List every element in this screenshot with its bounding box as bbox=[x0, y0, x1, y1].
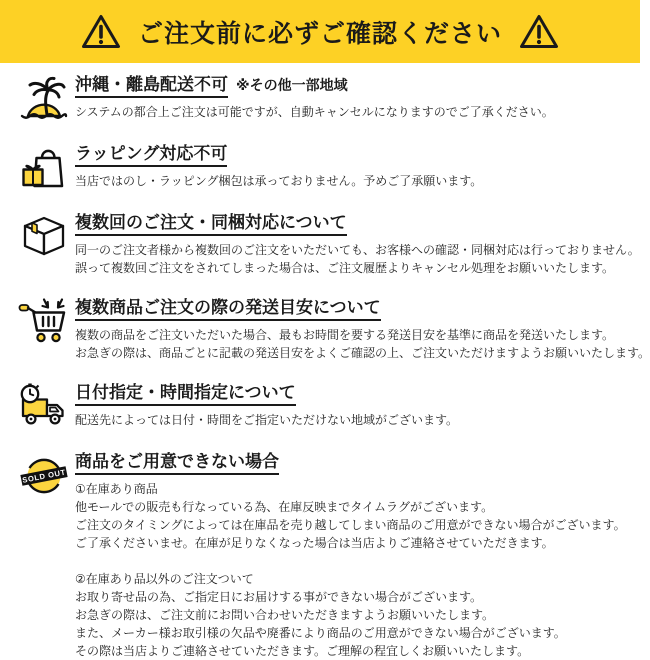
warning-triangle-icon bbox=[518, 13, 560, 51]
section-title: 沖縄・離島配送不可 bbox=[75, 74, 228, 98]
shopping-cart-icon bbox=[12, 297, 75, 362]
sold-out-label: SOLD OUT bbox=[21, 467, 67, 485]
gift-bag-icon bbox=[12, 143, 75, 192]
section-multiple-orders bbox=[12, 212, 640, 277]
section-date-time bbox=[12, 382, 634, 431]
section-title: 複数回のご注文・同梱対応について bbox=[75, 212, 347, 236]
section-title: 複数商品ご注文の際の発送目安について bbox=[75, 297, 381, 321]
section-shipping-estimate bbox=[12, 297, 650, 362]
section-body-line: システムの都合上ご注文は可能ですが、自動キャンセルになりますのでご了承ください。 bbox=[75, 105, 554, 119]
section-body-line: ①在庫あり商品 bbox=[75, 482, 158, 496]
section-okinawa-shipping bbox=[12, 74, 634, 123]
warning-banner bbox=[0, 0, 640, 63]
delivery-truck-clock-icon bbox=[12, 382, 75, 431]
section-body-line: お急ぎの際は、ご注文前にお問い合わせいただきますようお願いいたします。 bbox=[75, 608, 495, 622]
section-title: 日付指定・時間指定について bbox=[75, 382, 296, 406]
section-body-line: 当店ではのし・ラッピング梱包は承っておりません。予めご了承願います。 bbox=[75, 174, 483, 188]
island-palm-icon bbox=[12, 74, 75, 123]
section-title: ラッピング対応不可 bbox=[75, 143, 227, 167]
section-body-line: お取り寄せ品の為、ご指定日にお届けする事ができない場合がございます。 bbox=[75, 590, 483, 604]
section-body-line: お急ぎの際は、商品ごとに記載の発送目安をよくご確認の上、ご注文いただけますようお願いいたします。 bbox=[75, 346, 650, 360]
section-body-line: 他モールでの販売も行なっている為、在庫反映までタイムラグがございます。 bbox=[75, 500, 494, 514]
section-title: 商品をご用意できない場合 bbox=[75, 451, 279, 475]
section-no-wrapping bbox=[12, 143, 634, 192]
package-box-icon bbox=[12, 212, 75, 277]
notice-sections bbox=[0, 63, 650, 660]
section-out-of-stock bbox=[12, 451, 634, 660]
sold-out-stamp-icon bbox=[12, 451, 75, 660]
section-body-line: その際は当店よりご連絡させていただきます。ご理解の程宜しくお願いいたします。 bbox=[75, 644, 530, 658]
section-body-line: ご了承くださいませ。在庫が足りなくなった場合は当店よりご連絡させていただきます。 bbox=[75, 536, 554, 550]
banner-title: ご注文前に必ずご確認ください bbox=[137, 19, 502, 48]
section-body-line: 複数の商品をご注文いただいた場合、最もお時間を要する発送目安を基準に商品を発送いたします。 bbox=[75, 328, 615, 342]
section-body-line: 配送先によっては日付・時間をご指定いただけない地域がございます。 bbox=[75, 413, 459, 427]
section-body-line: ②在庫あり品以外のご注文ついて bbox=[75, 572, 254, 586]
section-body-line: 同一のご注文者様から複数回のご注文をいただいても、お客様への確認・同梱対応は行っておりません。 bbox=[75, 243, 640, 257]
section-title-note: ※その他一部地域 bbox=[236, 77, 348, 93]
section-body-line: また、メーカー様お取引様の欠品や廃番により商品のご用意ができない場合がございます。 bbox=[75, 626, 566, 640]
section-body-line: 誤って複数回ご注文をされてしまった場合は、ご注文履歴よりキャンセル処理をお願いいたします。 bbox=[75, 261, 615, 275]
section-body-line: ご注文のタイミングによっては在庫品を売り越してしまい商品のご用意ができない場合がございます。 bbox=[75, 518, 626, 532]
section-body-gap bbox=[75, 552, 634, 570]
warning-triangle-icon bbox=[80, 13, 122, 51]
